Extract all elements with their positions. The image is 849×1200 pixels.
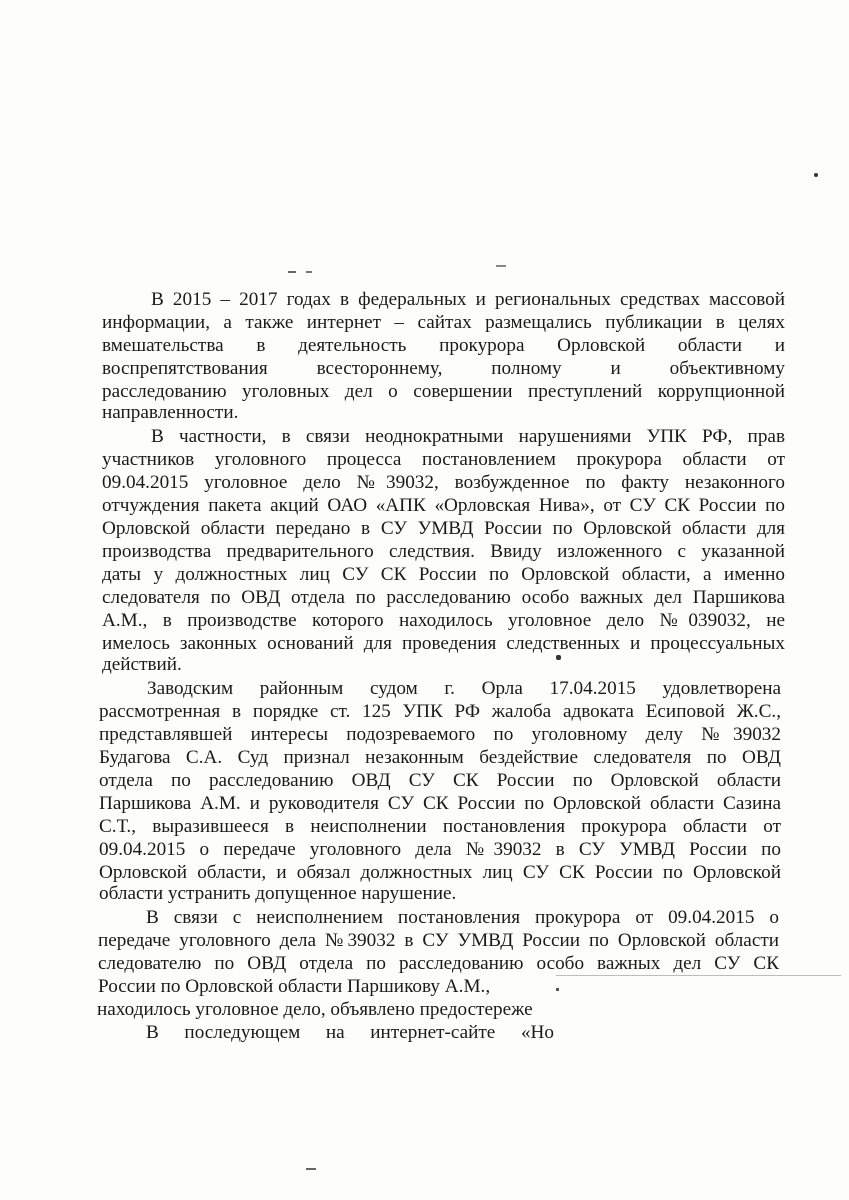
text-line: представлявшей интересы подозреваемого по уголовному делу №39032 (99, 724, 781, 745)
text-line: следователю по ОВД отдела по расследованию особо важных дел СУ СК (98, 953, 779, 974)
scan-speck (496, 265, 506, 267)
text-line: 09.04.2015 о передаче уголовного дела №39032 в СУ УМВД России по (99, 839, 781, 860)
text-line: вмешательства в деятельность прокурора Орловской области и (102, 335, 785, 356)
scan-speck (306, 271, 312, 273)
text-line: Орловской области передано в СУ УМВД России по Орловской области для (102, 518, 785, 539)
text-line: В связи с неисполнением постановления прокурора от 09.04.2015 о (146, 907, 779, 928)
text-line: даты у должностных лиц СУ СК России по Орловской области, а именно (102, 564, 785, 585)
text-line: В последующем на интернет-сайте «Но (146, 1022, 554, 1043)
scan-speck (288, 271, 296, 273)
text-line: отчуждения пакета акций ОАО «АПК «Орловская Нива», от СУ СК России по (102, 495, 785, 516)
text-line: воспрепятствования всестороннему, полному и объективному (102, 358, 785, 379)
text-line: Будагова С.А. Суд признал незаконным бездействие следователя по ОВД (99, 747, 781, 768)
text-line: отдела по расследованию ОВД СУ СК России по Орловской области (99, 770, 781, 791)
text-line: В 2015 – 2017 годах в федеральных и региональных средствах массовой (151, 289, 785, 310)
text-line: Паршикова А.М. и руководителя СУ СК России по Орловской области Сазина (99, 793, 781, 814)
text-line: направленности. (102, 402, 239, 423)
text-line: Заводским районным судом г. Орла 17.04.2015 удовлетворена (147, 678, 781, 699)
text-line: производства предварительного следствия. Ввиду изложенного с указанной (102, 541, 785, 562)
text-line: имелось законных оснований для проведения следственных и процессуальных (102, 633, 785, 654)
text-line: действий. (102, 654, 182, 675)
text-line: информации, а также интернет – сайтах размещались публикации в целях (102, 312, 785, 333)
text-line: Орловской области, и обязал должностных лиц СУ СК России по Орловской (99, 862, 781, 883)
scan-speck (556, 988, 559, 991)
text-line: С.Т., выразившееся в неисполнении постановления прокурора области от (99, 816, 781, 837)
scan-speck (814, 173, 818, 177)
text-line: 09.04.2015 уголовное дело №39032, возбужденное по факту незаконного (102, 472, 785, 493)
text-line: следователя по ОВД отдела по расследованию особо важных дел Паршикова (102, 587, 785, 608)
text-line: расследованию уголовных дел о совершении преступлений коррупционной (102, 381, 785, 402)
text-line: области устранить допущенное нарушение. (99, 883, 457, 904)
text-line: А.М., в производстве которого находилось уголовное дело №039032, не (102, 610, 785, 631)
text-line: участников уголовного процесса постановлением прокурора области от (102, 449, 785, 470)
text-line: рассмотренная в порядке ст. 125 УПК РФ жалоба адвоката Есиповой Ж.С., (99, 701, 781, 722)
page-edge-line (556, 975, 841, 976)
text-line: В частности, в связи неоднократными нарушениями УПК РФ, прав (151, 426, 785, 447)
text-line: находилось уголовное дело, объявлено предостереже (97, 999, 533, 1020)
text-line: передаче уголовного дела №39032 в СУ УМВД России по Орловской области (98, 930, 779, 951)
text-line: России по Орловской области Паршикову А.М., (98, 976, 491, 997)
scan-speck (306, 1168, 316, 1170)
